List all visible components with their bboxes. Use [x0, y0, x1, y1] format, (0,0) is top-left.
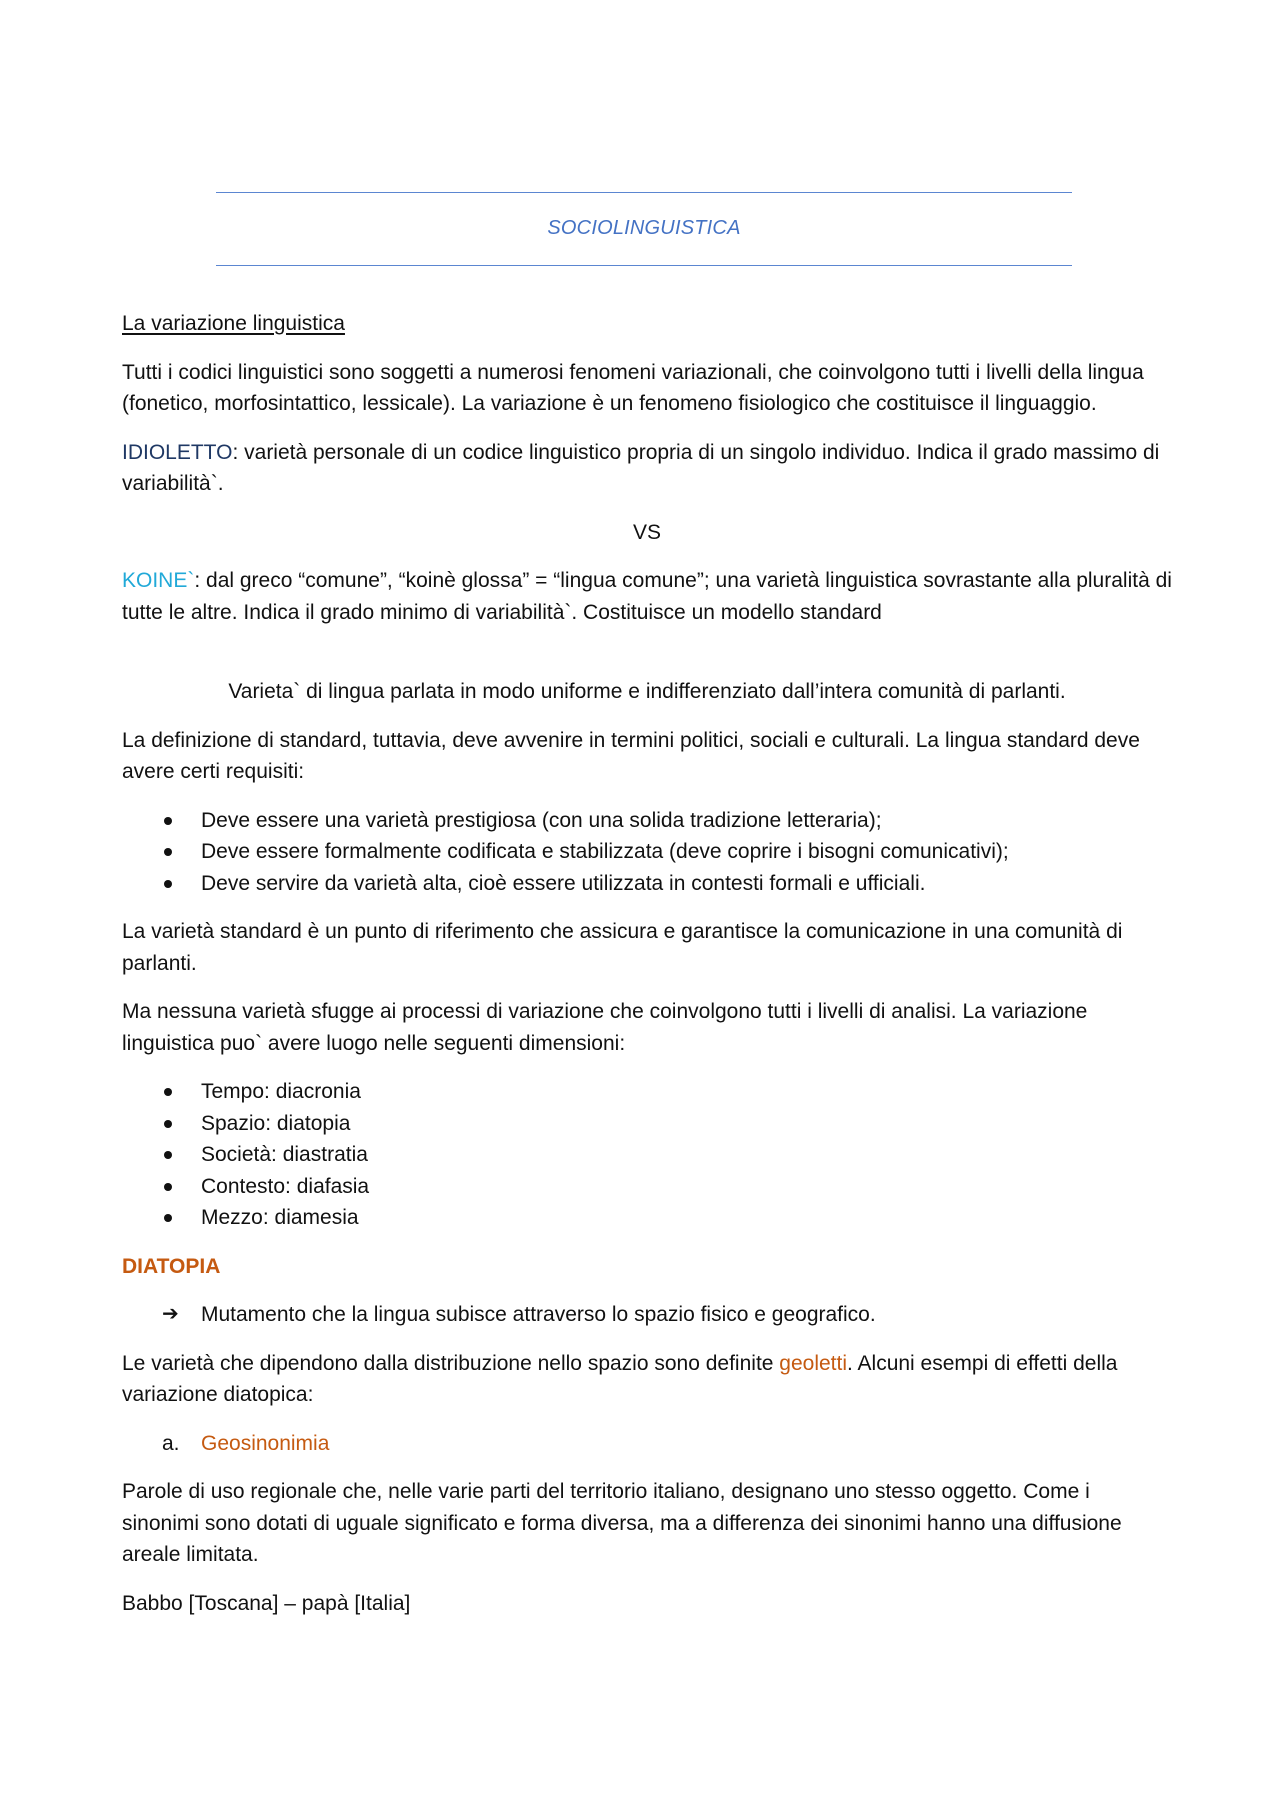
list-item-text: Deve essere una varietà prestigiosa (con una solida tradizione letteraria);	[201, 808, 882, 832]
section-heading	[122, 308, 1172, 340]
idioletto-paragraph	[122, 437, 1172, 500]
standard-paragraph: La definizione di standard, tuttavia, deve avvenire in termini politici, sociali e culturali. La lingua standard deve avere certi requisiti:	[122, 728, 1140, 783]
list-item	[122, 836, 1172, 868]
requirements-list	[122, 805, 1172, 900]
dimensions-list	[122, 1076, 1172, 1234]
reference-paragraph: La varietà standard è un punto di riferimento che assicura e garantisce la comunicazione in una comunità di parlanti.	[122, 920, 1123, 975]
title-top-rule	[216, 192, 1072, 193]
arrow-right-icon: ➔	[162, 1303, 179, 1325]
koine-definition: : dal greco “comune”, “koinè glossa” = “lingua comune”; una varietà linguistica sovrastante alla pluralità di tutte le altre. Indica il grado minimo di variabilità`. Costituisce un modello standard	[122, 569, 1172, 624]
list-item	[122, 1299, 1172, 1331]
bullet-icon	[164, 817, 172, 825]
bullet-icon	[164, 1151, 172, 1159]
list-item	[122, 1428, 1172, 1460]
bullet-icon	[164, 848, 172, 856]
document-body	[122, 308, 1172, 1636]
list-item	[122, 1108, 1172, 1140]
list-item-text: Deve essere formalmente codificata e stabilizzata (deve coprire i bisogni comunicativi);	[201, 840, 1009, 863]
list-item-text: Contesto: diafasia	[201, 1174, 370, 1198]
idioletto-definition: : varietà personale di un codice linguistico propria di un singolo individuo. Indica il grado massimo di variabilità`.	[122, 440, 1160, 495]
list-item-text: Spazio: diatopia	[201, 1111, 351, 1135]
list-item	[122, 868, 1172, 900]
geosinonimia-paragraph: Parole di uso regionale che, nelle varie parti del territorio italiano, designano uno stesso oggetto. Come i sinonimi sono dotati di uguale significato e forma diversa, ma a differenza dei sinonimi hanno una diffusione areale limitata.	[122, 1480, 1122, 1566]
geoletti-after: . Alcuni esempi di effetti della variazione diatopica:	[122, 1351, 1118, 1406]
list-item	[122, 805, 1172, 837]
example-line: Babbo [Toscana] – papà [Italia]	[122, 1591, 411, 1615]
diatopia-heading: DIATOPIA	[122, 1254, 221, 1278]
geoletti-term: geoletti	[779, 1351, 848, 1375]
bullet-icon	[164, 1088, 172, 1096]
title-bottom-rule	[216, 265, 1072, 266]
koine-paragraph	[122, 565, 1172, 628]
list-item-text: Tempo: diacronia	[201, 1080, 361, 1103]
document-title: SOCIOLINGUISTICA	[547, 217, 741, 239]
bullet-icon	[164, 1183, 172, 1191]
list-item-text: Mutamento che la lingua subisce attraverso lo spazio fisico e geografico.	[201, 1303, 876, 1326]
geoletti-before: Le varietà che dipendono dalla distribuzione nello spazio sono definite	[122, 1351, 780, 1375]
centered-definition: Varieta` di lingua parlata in modo uniforme e indifferenziato dall’intera comunità di parlanti.	[228, 680, 1066, 703]
list-item	[122, 1076, 1172, 1108]
section-heading-text: La variazione linguistica	[122, 312, 345, 335]
intro-paragraph: Tutti i codici linguistici sono soggetti a numerosi fenomeni variazionali, che coinvolgono tutti i livelli della lingua (fonetico, morfosintattico, lessicale). La variazione è un fenomeno fisiologico che costituisce il linguaggio.	[122, 360, 1144, 415]
blank-line	[122, 645, 1172, 676]
title-block	[216, 192, 1072, 267]
list-item	[122, 1139, 1172, 1171]
idioletto-term: IDIOLETTO	[122, 440, 233, 464]
list-item-text: Deve servire da varietà alta, cioè essere utilizzata in contesti formali e ufficiali.	[201, 871, 926, 895]
alpha-list	[122, 1428, 1172, 1460]
koine-term: KOINE`	[122, 569, 195, 592]
list-item-text: Società: diastratia	[201, 1143, 368, 1166]
list-item-text: Mezzo: diamesia	[201, 1206, 359, 1229]
geosinonimia-label: Geosinonimia	[201, 1431, 330, 1455]
list-item	[122, 1202, 1172, 1234]
geoletti-paragraph	[122, 1348, 1172, 1411]
bullet-icon	[164, 1120, 172, 1128]
bullet-icon	[164, 1214, 172, 1222]
diatopia-arrow-list	[122, 1299, 1172, 1331]
list-marker: a.	[162, 1431, 180, 1455]
bullet-icon	[164, 880, 172, 888]
dimensions-paragraph: Ma nessuna varietà sfugge ai processi di variazione che coinvolgono tutti i livelli di analisi. La variazione linguistica puo` avere luogo nelle seguenti dimensioni:	[122, 1000, 1088, 1055]
list-item	[122, 1171, 1172, 1203]
versus-label: VS	[632, 520, 661, 544]
